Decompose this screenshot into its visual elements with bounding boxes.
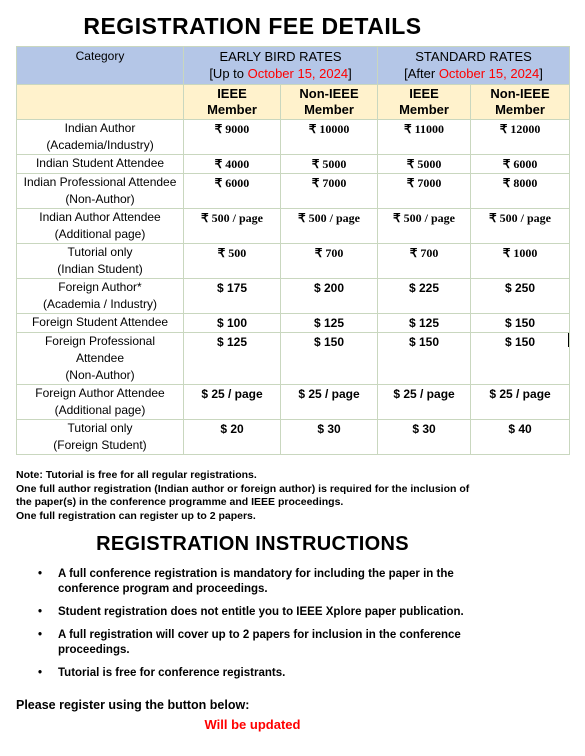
notes (16, 469, 571, 523)
member-label-3 (471, 85, 570, 120)
fee-value: $ 25 / page (184, 385, 281, 420)
fee-category-line: Tutorial only (67, 421, 133, 435)
fee-value: ₹ 12000 (471, 120, 570, 155)
fee-table (16, 46, 570, 455)
note-line: Note: Tutorial is free for all regular registrations. (16, 469, 257, 481)
fee-category (17, 314, 184, 333)
fee-value: $ 125 (184, 333, 281, 385)
fee-row (17, 385, 570, 420)
category-header: Category (17, 47, 184, 85)
note-line: the paper(s) in the conference programme and IEEE proceedings. (16, 496, 344, 508)
fee-row (17, 314, 570, 333)
fee-row (17, 279, 570, 314)
fee-category (17, 420, 184, 455)
fee-value: $ 30 (378, 420, 471, 455)
fee-row (17, 120, 570, 155)
fee-value: $ 40 (471, 420, 570, 455)
fee-category-line: (Academia/Industry) (46, 138, 154, 152)
early-bird-name: EARLY BIRD RATES (219, 49, 342, 64)
fee-value: $ 150 (471, 333, 570, 385)
fee-value: ₹ 8000 (471, 174, 570, 209)
fee-category-line: Foreign Author* (58, 280, 142, 294)
fee-value: ₹ 700 (281, 244, 378, 279)
instruction-text: Student registration does not entitle you to IEEE Xplore paper publication. (58, 606, 464, 618)
fee-value: $ 125 (281, 314, 378, 333)
update-notice: Will be updated (204, 717, 301, 732)
fee-value: ₹ 500 / page (184, 209, 281, 244)
fee-category (17, 209, 184, 244)
fee-category-line: Indian Author (64, 121, 136, 135)
fee-category-line: Indian Author Attendee (39, 210, 161, 224)
fee-value: $ 225 (378, 279, 471, 314)
standard-header (378, 47, 570, 85)
member-label-2 (378, 85, 471, 120)
fee-category-line: Foreign Student Attendee (31, 315, 169, 329)
fee-category (17, 333, 184, 385)
edge-mark (568, 333, 569, 347)
fee-value: $ 150 (378, 333, 471, 385)
fee-value: ₹ 1000 (471, 244, 570, 279)
fee-row (17, 333, 570, 385)
fee-value: $ 175 (184, 279, 281, 314)
fee-category-line: (Academia / Industry) (42, 297, 158, 311)
note-line: One full registration can register up to 2 papers. (16, 509, 256, 522)
member-label-part: Member (207, 102, 257, 117)
fee-value: ₹ 6000 (184, 174, 281, 209)
early-bird-prefix: [Up to (209, 66, 248, 81)
fee-value: ₹ 9000 (184, 120, 281, 155)
instruction-item (38, 666, 518, 681)
fee-value: $ 125 (378, 314, 471, 333)
fee-value: $ 30 (281, 420, 378, 455)
early-bird-header (184, 47, 378, 85)
instruction-text: Tutorial is free for conference registrants. (58, 667, 286, 679)
member-label-part: Member (304, 102, 354, 117)
member-header-row (17, 85, 570, 120)
fee-category (17, 244, 184, 279)
fee-value: ₹ 11000 (378, 120, 471, 155)
fee-value: ₹ 7000 (281, 174, 378, 209)
fee-row (17, 420, 570, 455)
instructions-title: REGISTRATION INSTRUCTIONS (96, 533, 409, 555)
fee-value: $ 25 / page (281, 385, 378, 420)
fee-category-line: Tutorial only (67, 245, 133, 259)
early-bird-date: October 15, 2024 (247, 66, 349, 81)
standard-prefix: [After (404, 66, 439, 81)
fee-category (17, 155, 184, 174)
fee-category-line: (Additional page) (54, 227, 146, 241)
member-label-part: Member (399, 102, 449, 117)
fee-category-line: Indian Student Attendee (35, 156, 165, 170)
instruction-item (38, 628, 518, 658)
fee-value: ₹ 500 / page (281, 209, 378, 244)
fee-value: ₹ 6000 (471, 155, 570, 174)
fee-value: $ 100 (184, 314, 281, 333)
member-header-blank (17, 85, 184, 120)
fee-category-line: Indian Professional Attendee (23, 175, 177, 189)
fee-category (17, 279, 184, 314)
fee-value: ₹ 5000 (281, 155, 378, 174)
fee-value: ₹ 500 (184, 244, 281, 279)
instruction-text: A full conference registration is mandatory for including the paper in the conference program and proceedings. (58, 568, 454, 595)
instruction-text: A full registration will cover up to 2 papers for inclusion in the conference proceedings. (58, 629, 461, 656)
page-title: REGISTRATION FEE DETAILS (83, 13, 422, 39)
fee-category-line: (Additional page) (54, 403, 146, 417)
fee-row (17, 244, 570, 279)
bullet-icon: • (38, 667, 43, 679)
register-prompt: Please register using the button below: (16, 698, 250, 712)
fee-value: $ 25 / page (471, 385, 570, 420)
note-line: One full author registration (Indian author or foreign author) is required for the inclusion of (16, 482, 470, 495)
fee-category (17, 174, 184, 209)
fee-value: ₹ 5000 (378, 155, 471, 174)
fee-category-line: Foreign Professional (44, 334, 156, 348)
fee-category-line: Foreign Author Attendee (35, 386, 165, 400)
fee-value: $ 200 (281, 279, 378, 314)
fee-value: $ 25 / page (378, 385, 471, 420)
member-label-part: Non-IEEE (299, 86, 359, 101)
bullet-icon: • (38, 568, 43, 580)
standard-name: STANDARD RATES (415, 49, 532, 64)
standard-date: October 15, 2024 (438, 66, 540, 81)
fee-category-line: (Non-Author) (65, 368, 135, 382)
member-label-part: IEEE (217, 86, 247, 101)
member-label-part: Non-IEEE (490, 86, 550, 101)
instructions-list (38, 567, 518, 689)
fee-value: $ 250 (471, 279, 570, 314)
standard-suffix: ] (539, 66, 543, 81)
fee-category-line: (Foreign Student) (53, 438, 147, 452)
fee-value: ₹ 700 (378, 244, 471, 279)
fee-row (17, 155, 570, 174)
fee-category-line: Attendee (75, 351, 125, 365)
fee-value: ₹ 7000 (378, 174, 471, 209)
member-label-part: Member (495, 102, 545, 117)
fee-value: $ 20 (184, 420, 281, 455)
fee-category (17, 120, 184, 155)
fee-table-header-row (17, 47, 570, 85)
fee-value: $ 150 (281, 333, 378, 385)
early-bird-suffix: ] (348, 66, 352, 81)
fee-row (17, 209, 570, 244)
fee-category-line: (Non-Author) (65, 192, 135, 206)
bullet-icon: • (38, 606, 43, 618)
member-label-part: IEEE (409, 86, 439, 101)
fee-value: ₹ 500 / page (378, 209, 471, 244)
fee-value: $ 150 (471, 314, 570, 333)
fee-table-body (17, 120, 570, 455)
fee-value: ₹ 10000 (281, 120, 378, 155)
bullet-icon: • (38, 629, 43, 641)
fee-category-line: (Indian Student) (57, 262, 143, 276)
fee-value: ₹ 4000 (184, 155, 281, 174)
member-label-0 (184, 85, 281, 120)
instruction-item (38, 567, 518, 597)
fee-row (17, 174, 570, 209)
fee-value: ₹ 500 / page (471, 209, 570, 244)
member-label-1 (281, 85, 378, 120)
instruction-item (38, 605, 518, 620)
fee-category (17, 385, 184, 420)
